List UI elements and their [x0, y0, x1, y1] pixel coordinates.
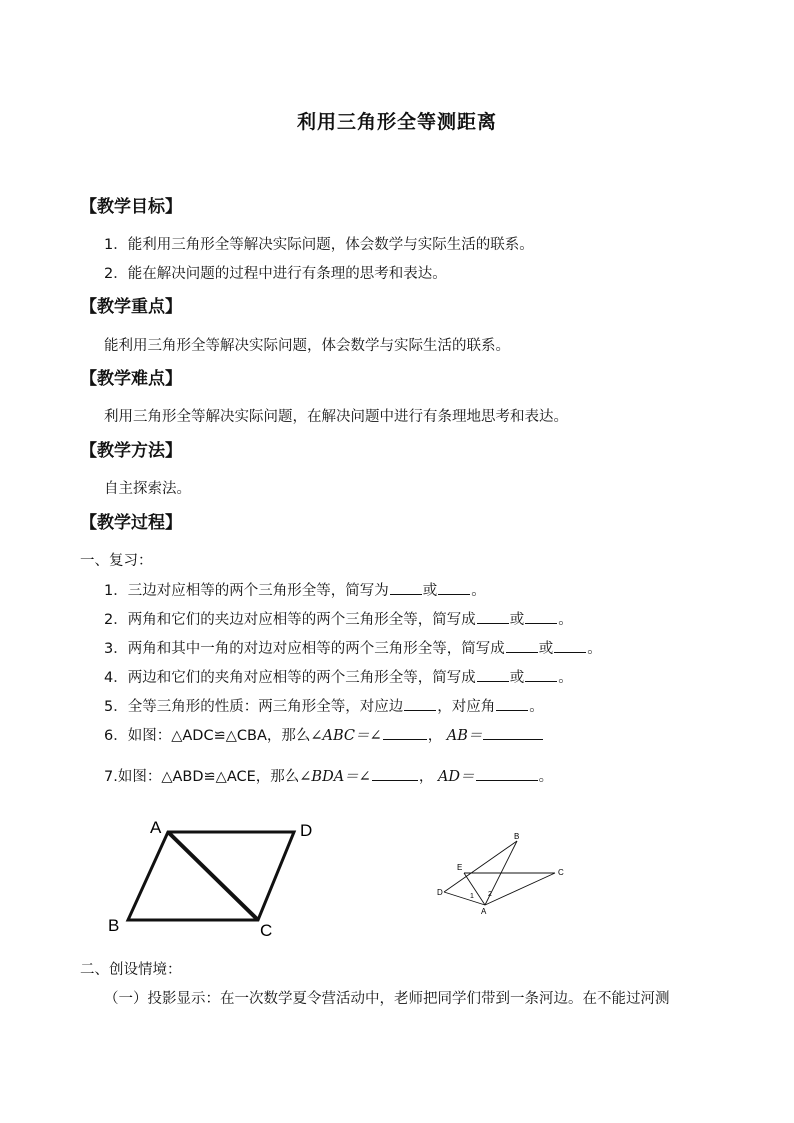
parallelogram-figure: [100, 810, 330, 945]
methods-text: 自主探索法。: [104, 481, 191, 497]
key-points-text: 能利用三角形全等解决实际问题，体会数学与实际生活的联系。: [104, 338, 510, 354]
review-question-4: 4．两边和它们的夹角对应相等的两个三角形全等，简写成 或 。: [104, 666, 573, 687]
methods-heading: 【教学方法】: [80, 441, 182, 461]
review-label: 一、复习：: [80, 553, 153, 569]
vertex-label-b: B: [108, 916, 120, 935]
scenario-label: 二、创设情境：: [80, 962, 182, 978]
congruent-triangles-figure: [430, 828, 580, 918]
angle-label-2: 2: [488, 891, 492, 898]
vertex-label-a: A: [481, 907, 487, 916]
goal-item-2: 2．能在解决问题的过程中进行有条理的思考和表达。: [104, 266, 447, 282]
difficulties-heading: 【教学难点】: [80, 369, 182, 389]
page-title: 利用三角形全等测距离: [296, 111, 497, 133]
answer-blank: [404, 696, 436, 711]
vertex-label-c: C: [260, 921, 273, 940]
angle-label-1: 1: [470, 893, 474, 900]
difficulties-text: 利用三角形全等解决实际问题，在解决问题中进行有条理地思考和表达。: [104, 409, 568, 425]
segment-db: [444, 841, 517, 892]
review-question-5: 5．全等三角形的性质：两三角形全等，对应边 ，对应角 。: [104, 695, 544, 716]
review-question-1: 1．三边对应相等的两个三角形全等，简写为 或 。: [104, 579, 486, 600]
review-question-6: 6．如图：△ADC≌△CBA，那么∠ABC＝∠ ， AB＝: [104, 724, 544, 745]
answer-blank: [525, 609, 557, 624]
vertex-label-b: B: [514, 832, 520, 841]
goal-item-1: 1．能利用三角形全等解决实际问题，体会数学与实际生活的联系。: [104, 237, 534, 253]
diagonal-ac: [168, 832, 258, 920]
segment-ae: [464, 873, 485, 905]
segment-ac: [485, 873, 555, 905]
vertex-label-c: C: [558, 868, 564, 877]
review-question-3: 3．两角和其中一角的对边对应相等的两个三角形全等，简写成 或 。: [104, 637, 602, 658]
goals-heading: 【教学目标】: [80, 197, 182, 217]
answer-blank: [383, 725, 427, 740]
answer-blank: [477, 609, 509, 624]
process-heading: 【教学过程】: [80, 513, 182, 533]
review-question-2: 2．两角和它们的夹边对应相等的两个三角形全等，简写成 或 。: [104, 608, 573, 629]
answer-blank: [506, 638, 538, 653]
segment-ad: [444, 892, 485, 905]
answer-blank: [438, 580, 470, 595]
review-question-7: 7.如图：△ABD≌△ACE，那么∠BDA＝∠ ， AD＝ 。: [104, 765, 553, 786]
answer-blank: [496, 696, 528, 711]
vertex-label-d: D: [300, 821, 313, 840]
answer-blank: [476, 766, 538, 781]
scenario-text: （一）投影显示：在一次数学夏令营活动中，老师把同学们带到一条河边。在不能过河测: [104, 991, 670, 1007]
answer-blank: [372, 766, 418, 781]
answer-blank: [390, 580, 422, 595]
vertex-label-e: E: [457, 863, 463, 872]
answer-blank: [483, 725, 543, 740]
vertex-label-a: A: [150, 818, 162, 837]
answer-blank: [477, 667, 509, 682]
vertex-label-d: D: [437, 888, 443, 897]
answer-blank: [554, 638, 586, 653]
key-points-heading: 【教学重点】: [80, 297, 182, 317]
answer-blank: [525, 667, 557, 682]
